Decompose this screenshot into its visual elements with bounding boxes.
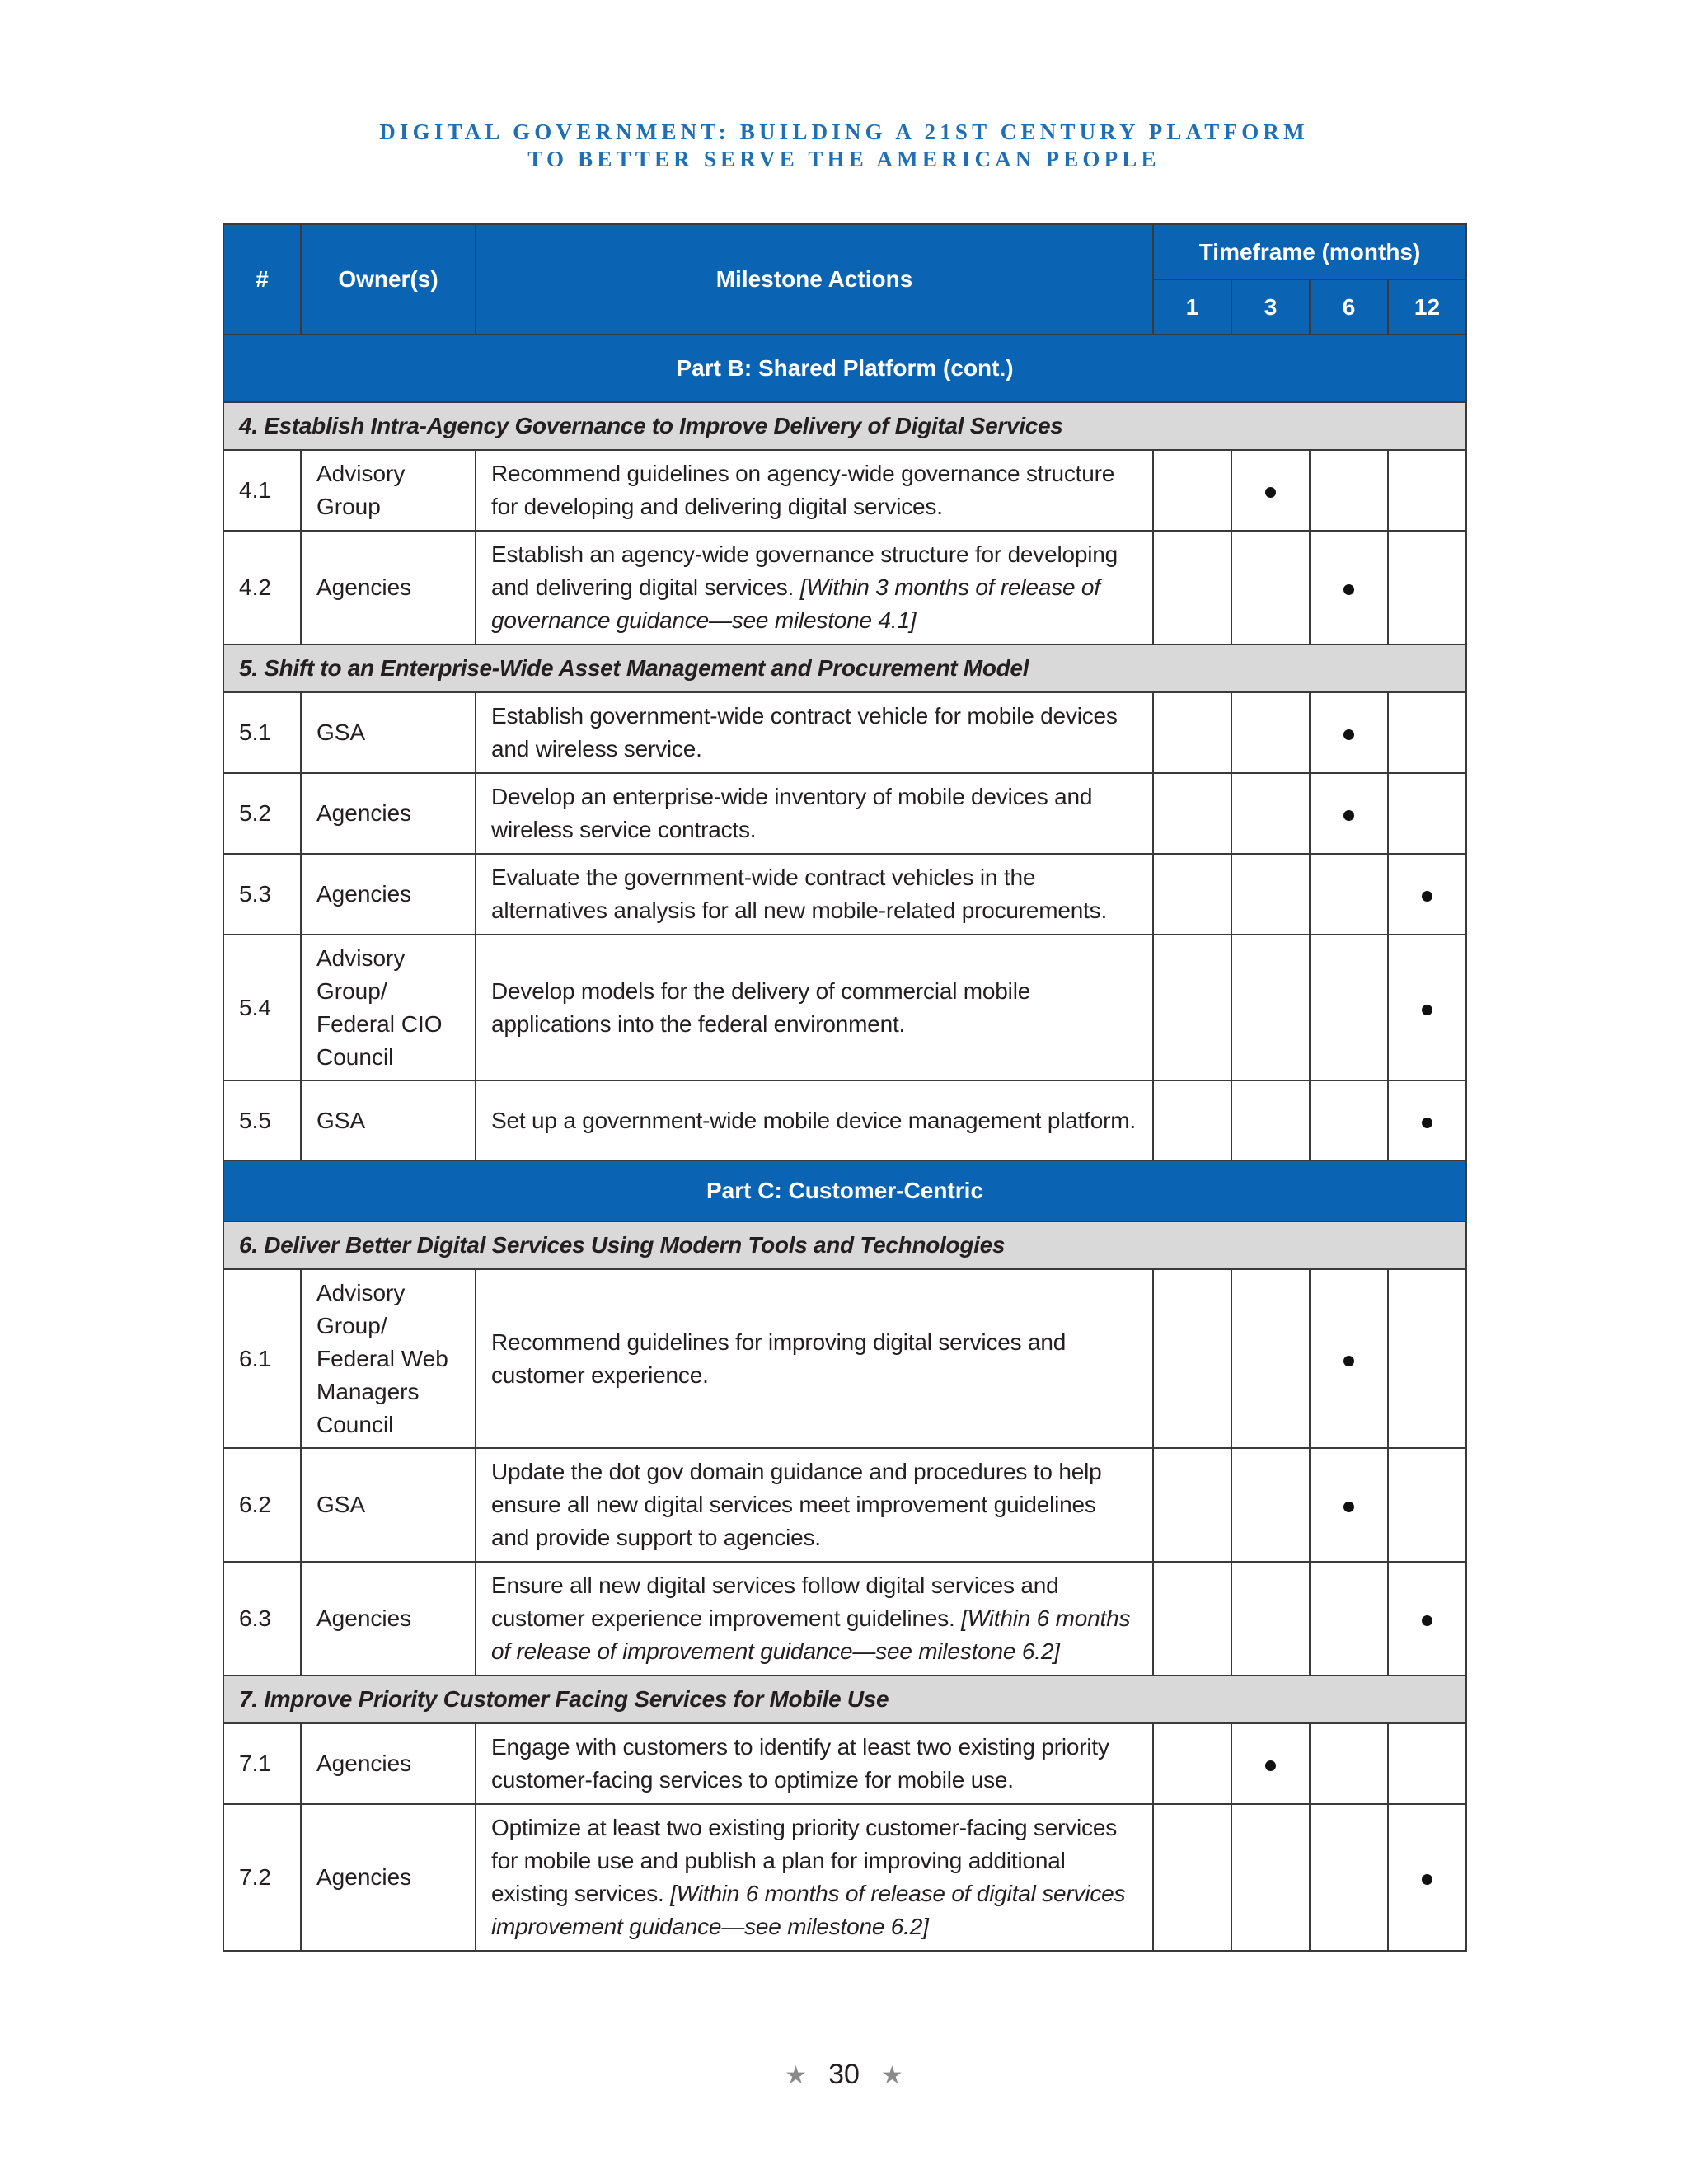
timeframe-cell-month-12 [1388,1080,1466,1160]
milestone-action [476,1723,1153,1804]
milestone-owner: Agencies [301,854,476,935]
timeframe-cell-month-6 [1310,935,1388,1080]
running-header-line-2: TO BETTER SERVE THE AMERICAN PEOPLE [528,147,1160,171]
milestone-action-text: Set up a government-wide mobile device management platform. [491,1107,1136,1133]
timeframe-cell-month-12 [1388,692,1466,773]
milestone-action-text: Ensure all new digital services follow digital services and customer experience improvement guidelines. [491,1572,1059,1631]
column-header-number: # [223,224,301,335]
running-header [0,119,1688,173]
timeframe-cell-month-12 [1388,531,1466,644]
table-row [223,692,1466,773]
timeframe-cell-month-12 [1388,1562,1466,1675]
timeframe-cell-month-12 [1388,1448,1466,1562]
timeframe-cell-month-1 [1153,1723,1231,1804]
part-c-banner [223,1160,1466,1221]
milestone-action [476,1562,1153,1675]
timeframe-cell-month-6 [1310,1269,1388,1448]
timeframe-bullet-icon [1422,1118,1432,1128]
timeframe-cell-month-1 [1153,854,1231,935]
section-heading-row [223,402,1466,450]
milestone-owner: GSA [301,1080,476,1160]
timeframe-cell-month-6 [1310,1723,1388,1804]
timeframe-cell-month-3 [1231,450,1310,531]
milestone-owner: Agencies [301,1562,476,1675]
page-footer [0,2058,1688,2093]
milestone-action [476,1269,1153,1448]
milestone-action [476,935,1153,1080]
timeframe-cell-month-6 [1310,450,1388,531]
table-row [223,450,1466,531]
milestone-number: 4.2 [223,531,301,644]
timeframe-cell-month-12 [1388,935,1466,1080]
section-title: 6. Deliver Better Digital Services Using Modern Tools and Technologies [223,1221,1466,1269]
milestone-action [476,854,1153,935]
column-header-month-1: 1 [1153,279,1231,335]
timeframe-bullet-icon [1343,1356,1354,1366]
timeframe-cell-month-12 [1388,773,1466,854]
part-b-banner [223,335,1466,402]
star-icon: ★ [785,2062,808,2089]
table-row [223,1080,1466,1160]
running-header-line-1: DIGITAL GOVERNMENT: BUILDING A 21ST CENTURY PLATFORM [379,120,1309,144]
timeframe-cell-month-1 [1153,450,1231,531]
section-title: 7. Improve Priority Customer Facing Services for Mobile Use [223,1675,1466,1723]
milestone-action-text: Update the dot gov domain guidance and procedures to help ensure all new digital services meet improvement guidelines and provide support to agencies. [491,1459,1102,1550]
timeframe-cell-month-12 [1388,1723,1466,1804]
milestone-number: 6.2 [223,1448,301,1562]
milestone-number: 6.1 [223,1269,301,1448]
timeframe-cell-month-3 [1231,935,1310,1080]
timeframe-bullet-icon [1343,810,1354,821]
milestone-number: 7.2 [223,1804,301,1951]
milestone-note: [Within 6 months of release of improvement guidance—see milestone 6.2] [491,1605,1131,1664]
timeframe-cell-month-6 [1310,773,1388,854]
milestone-table-body [223,335,1466,1951]
timeframe-cell-month-1 [1153,1562,1231,1675]
milestone-action-text: Recommend guidelines for improving digital services and customer experience. [491,1329,1067,1388]
table-row [223,773,1466,854]
milestone-note: [Within 6 months of release of digital services improvement guidance—see milestone 6.2] [491,1881,1126,1939]
milestone-number: 5.5 [223,1080,301,1160]
timeframe-cell-month-12 [1388,1804,1466,1951]
timeframe-cell-month-6 [1310,1804,1388,1951]
timeframe-cell-month-1 [1153,1080,1231,1160]
milestone-action [476,773,1153,854]
timeframe-cell-month-3 [1231,692,1310,773]
table-row [223,1448,1466,1562]
timeframe-bullet-icon [1343,584,1354,595]
milestone-action [476,531,1153,644]
timeframe-cell-month-6 [1310,1080,1388,1160]
milestone-owner: Agencies [301,1804,476,1951]
milestone-owner: Advisory Group [301,450,476,531]
timeframe-bullet-icon [1265,1760,1276,1771]
milestone-action-text: Evaluate the government-wide contract vehicles in the alternatives analysis for all new mobile-related procurements. [491,865,1108,923]
section-title: 5. Shift to an Enterprise-Wide Asset Management and Procurement Model [223,644,1466,692]
milestone-number: 4.1 [223,450,301,531]
milestone-owner: Agencies [301,531,476,644]
table-row [223,1562,1466,1675]
timeframe-cell-month-3 [1231,1562,1310,1675]
section-heading-row [223,1675,1466,1723]
milestone-number: 6.3 [223,1562,301,1675]
timeframe-cell-month-1 [1153,1804,1231,1951]
column-header-month-6: 6 [1310,279,1388,335]
milestone-number: 5.2 [223,773,301,854]
timeframe-cell-month-3 [1231,854,1310,935]
milestone-number: 7.1 [223,1723,301,1804]
section-heading-row [223,1221,1466,1269]
timeframe-cell-month-3 [1231,1804,1310,1951]
page-number: 30 [828,2059,860,2090]
timeframe-cell-month-12 [1388,450,1466,531]
milestone-owner: Advisory Group/ Federal CIO Council [301,935,476,1080]
timeframe-cell-month-3 [1231,773,1310,854]
part-title: Part C: Customer-Centric [223,1160,1466,1221]
milestone-action [476,1804,1153,1951]
table-row [223,1804,1466,1951]
timeframe-cell-month-12 [1388,1269,1466,1448]
milestone-action [476,1080,1153,1160]
milestone-action-text: Develop models for the delivery of commercial mobile applications into the federal environment. [491,977,1031,1037]
timeframe-cell-month-3 [1231,1269,1310,1448]
timeframe-bullet-icon [1343,729,1354,740]
timeframe-cell-month-1 [1153,531,1231,644]
column-header-timeframe: Timeframe (months) [1153,224,1466,279]
section-heading-row [223,644,1466,692]
timeframe-cell-month-6 [1310,692,1388,773]
milestone-action [476,450,1153,531]
milestone-table [223,223,1467,1952]
timeframe-cell-month-3 [1231,1080,1310,1160]
timeframe-cell-month-3 [1231,1448,1310,1562]
timeframe-cell-month-6 [1310,1448,1388,1562]
milestone-number: 5.3 [223,854,301,935]
timeframe-cell-month-6 [1310,531,1388,644]
milestone-action-text: Engage with customers to identify at least two existing priority customer-facing services to optimize for mobile use. [491,1734,1109,1793]
milestone-number: 5.4 [223,935,301,1080]
column-header-month-12: 12 [1388,279,1466,335]
milestone-action-text: Establish government-wide contract vehicle for mobile devices and wireless service. [491,703,1118,762]
milestone-owner: Agencies [301,1723,476,1804]
milestone-action-text: Recommend guidelines on agency-wide governance structure for developing and delivering digital services. [491,461,1115,519]
star-icon: ★ [880,2062,903,2089]
timeframe-cell-month-6 [1310,854,1388,935]
milestone-note: [Within 3 months of release of governance guidance—see milestone 4.1] [491,574,1100,633]
timeframe-cell-month-1 [1153,935,1231,1080]
timeframe-bullet-icon [1343,1502,1354,1512]
timeframe-bullet-icon [1422,891,1432,902]
timeframe-cell-month-1 [1153,1269,1231,1448]
milestone-action-text: Develop an enterprise-wide inventory of mobile devices and wireless service contracts. [491,784,1093,842]
timeframe-cell-month-3 [1231,531,1310,644]
table-row [223,854,1466,935]
timeframe-cell-month-12 [1388,854,1466,935]
milestone-action-text: Establish an agency-wide governance structure for developing and delivering digital services. [491,541,1118,600]
table-row [223,531,1466,644]
milestone-owner: GSA [301,692,476,773]
timeframe-bullet-icon [1265,487,1276,498]
table-row [223,935,1466,1080]
milestone-owner: Agencies [301,773,476,854]
table-row [223,1723,1466,1804]
milestone-owner: Advisory Group/ Federal Web Managers Council [301,1269,476,1448]
table-row [223,1269,1466,1448]
part-title: Part B: Shared Platform (cont.) [223,335,1466,402]
timeframe-cell-month-1 [1153,692,1231,773]
column-header-month-3: 3 [1231,279,1310,335]
column-header-owners: Owner(s) [301,224,476,335]
section-title: 4. Establish Intra-Agency Governance to Improve Delivery of Digital Services [223,402,1466,450]
timeframe-cell-month-6 [1310,1562,1388,1675]
timeframe-cell-month-1 [1153,773,1231,854]
timeframe-bullet-icon [1422,1615,1432,1626]
milestone-number: 5.1 [223,692,301,773]
column-header-milestone-actions: Milestone Actions [476,224,1153,335]
milestone-owner: GSA [301,1448,476,1562]
timeframe-cell-month-3 [1231,1723,1310,1804]
milestone-action [476,692,1153,773]
milestone-action [476,1448,1153,1562]
timeframe-bullet-icon [1422,1874,1432,1885]
timeframe-bullet-icon [1422,1005,1432,1015]
timeframe-cell-month-1 [1153,1448,1231,1562]
milestone-action-text: Optimize at least two existing priority customer-facing services for mobile use and publish a plan for improving additional existing services. [491,1815,1118,1906]
